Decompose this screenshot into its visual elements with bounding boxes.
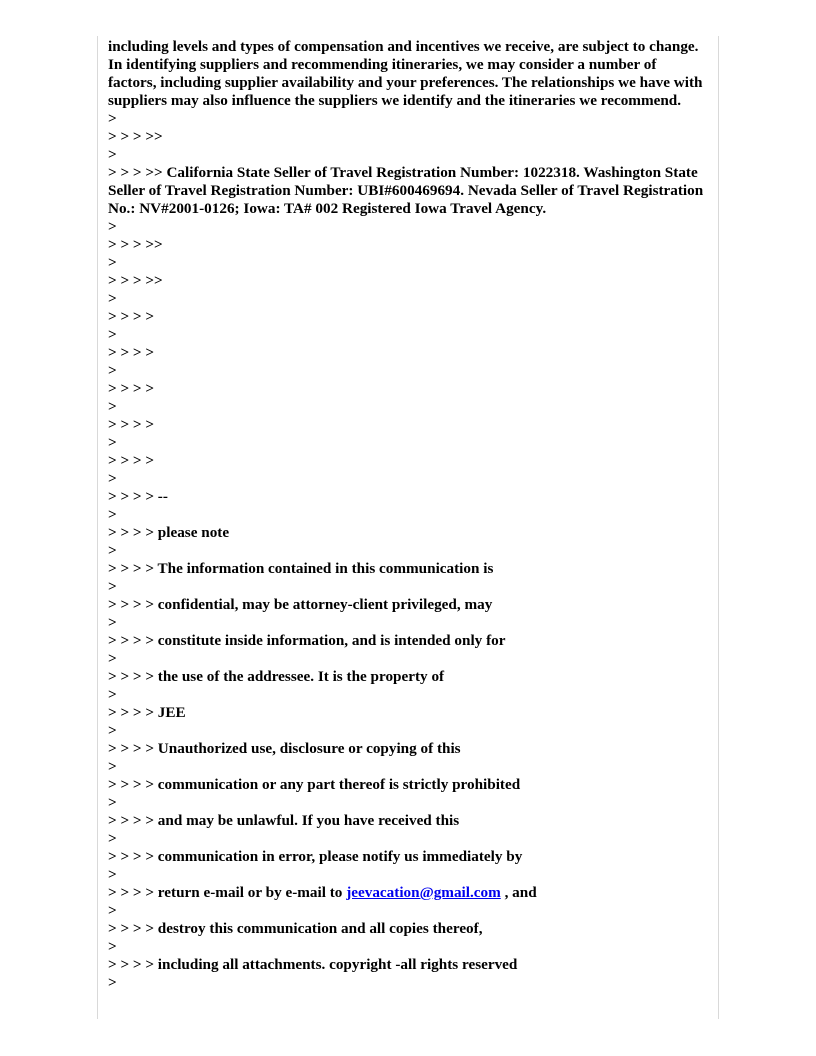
quote-marker: > [108,254,117,271]
disclaimer-line: > > > > The information contained in this communication is [108,560,494,577]
email-body [108,38,707,992]
quote-marker: > > > >> [108,128,163,145]
quote-marker: > > > > [108,452,155,469]
quote-marker: > > > > [108,308,155,325]
quote-marker: > [108,146,117,163]
quote-marker: > > > > [108,416,155,433]
paragraph-intro: including levels and types of compensation and incentives we receive, are subject to change. In identifying suppliers and recommending itineraries, we may consider a number of factors, including supplier availability and your preferences. The relationships we have with suppliers may also influence the suppliers we identify and the itineraries we recommend. [108,38,707,109]
quote-marker: > [108,866,117,883]
please-note: > > > > please note [108,524,230,541]
quote-marker: > [108,326,117,343]
quote-marker: > [108,830,117,847]
quote-marker: > > > > [108,380,155,397]
paragraph-registration: > > > >> California State Seller of Travel Registration Number: 1022318. Washington State Seller of Travel Registration Number: UBI#600469694. Nevada Seller of Travel Registration No.: NV#2001-0126; Iowa: TA# 002 Registered Iowa Travel Agency. [108,164,707,217]
quote-marker: > [108,110,117,127]
quote-marker: > [108,974,117,991]
quote-marker: > [108,650,117,667]
signature-separator: > > > > -- [108,488,168,505]
quote-marker: > [108,434,117,451]
return-email-prefix: > > > > return e-mail or by e-mail to [108,884,347,901]
quote-marker: > [108,902,117,919]
copyright-line: > > > > including all attachments. copyright -all rights reserved [108,956,518,973]
quote-marker: > [108,218,117,235]
return-email-suffix: , and [500,884,537,901]
disclaimer-line: > > > > communication in error, please notify us immediately by [108,848,523,865]
disclaimer-line: > > > > the use of the addressee. It is the property of [108,668,445,685]
disclaimer-line: > > > > constitute inside information, and is intended only for [108,632,506,649]
quote-marker: > [108,470,117,487]
quote-marker: > [108,578,117,595]
quote-marker: > > > >> [108,236,163,253]
quote-marker: > [108,398,117,415]
quote-marker: > [108,614,117,631]
quote-marker: > [108,794,117,811]
disclaimer-line: > > > > and may be unlawful. If you have received this [108,812,460,829]
quote-marker: > > > >> [108,272,163,289]
disclaimer-line: > > > > JEE [108,704,186,721]
quote-marker: > [108,758,117,775]
destroy-line: > > > > destroy this communication and all copies thereof, [108,920,483,937]
disclaimer-line: > > > > communication or any part thereof is strictly prohibited [108,776,521,793]
quote-marker: > [108,722,117,739]
quote-marker: > [108,290,117,307]
disclaimer-line: > > > > Unauthorized use, disclosure or copying of this [108,740,461,757]
quote-marker: > [108,938,117,955]
email-link[interactable]: jeevacation@gmail.com [346,884,501,901]
quote-marker: > [108,362,117,379]
disclaimer-line: > > > > confidential, may be attorney-client privileged, may [108,596,493,613]
quote-marker: > [108,506,117,523]
return-email-line [108,884,704,902]
quote-marker: > [108,686,117,703]
quote-marker: > [108,542,117,559]
quote-marker: > > > > [108,344,155,361]
